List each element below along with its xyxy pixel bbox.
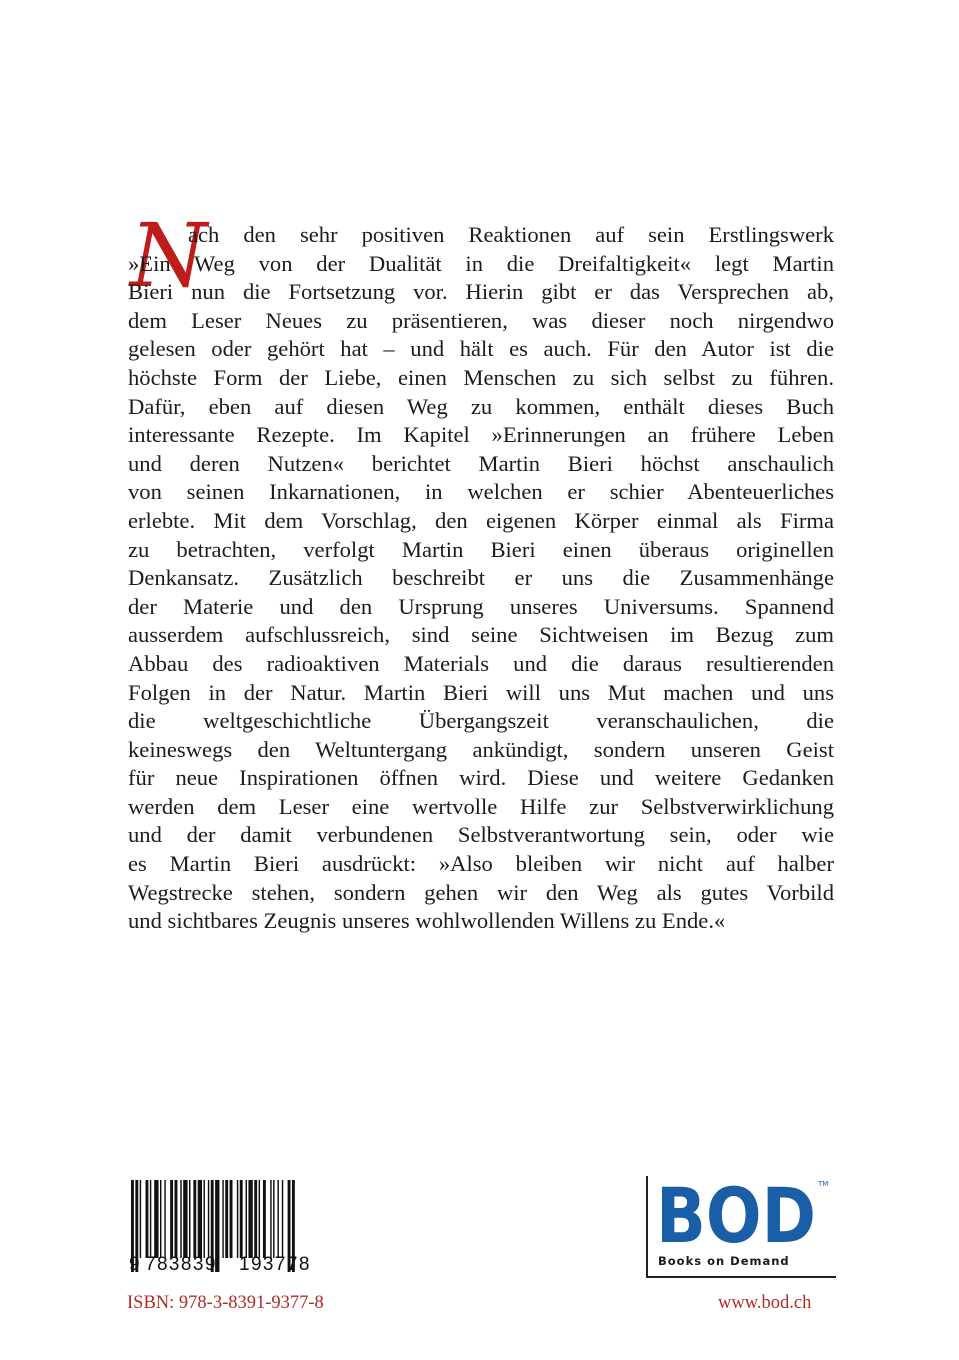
blurb-line: es Martin Bieri ausdrückt: »Also bleiben wir nicht auf halber <box>128 851 834 877</box>
blurb-line: und der damit verbundenen Selbstverantwortung sein, oder wie <box>128 822 834 848</box>
barcode-digit-group: 783839 <box>145 1254 217 1275</box>
barcode-bar <box>146 1180 149 1258</box>
barcode-bar <box>164 1180 165 1258</box>
barcode-bar <box>282 1180 283 1258</box>
drop-cap-letter: N <box>130 204 207 307</box>
barcode-bar <box>248 1180 252 1258</box>
blurb-line: zu betrachten, verfolgt Martin Bieri einen überaus originellen <box>128 536 834 562</box>
isbn-number: ISBN: 978-3-8391-9377-8 <box>127 1293 324 1313</box>
blurb-line: Folgen in der Natur. Martin Bieri will uns Mut machen und uns <box>128 679 834 705</box>
barcode-bar <box>237 1180 238 1258</box>
barcode-digit-group: 9 <box>129 1254 140 1275</box>
blurb-line: und deren Nutzen« berichtet Martin Bieri höchst anschaulich <box>128 450 834 476</box>
blurb-line: Abbau des radioaktiven Materials und die daraus resultierenden <box>128 650 834 676</box>
blurb-line: von seinen Inkarnationen, in welchen er schier Abenteuerliches <box>128 479 834 505</box>
blurb-line: ach den sehr positiven Reaktionen auf sein Erstlingswerk <box>188 222 834 247</box>
bod-logo-mark <box>656 1180 816 1248</box>
barcode-bar <box>230 1180 233 1258</box>
barcode-bar <box>183 1180 187 1258</box>
barcode-digit-group: 193778 <box>239 1254 311 1275</box>
barcode-bar <box>240 1180 243 1258</box>
blurb-line: keineswegs den Weltuntergang ankündigt, sondern unseren Geist <box>128 736 834 762</box>
barcode-bar <box>170 1180 173 1258</box>
back-cover-blurb <box>128 221 834 936</box>
barcode-bar <box>254 1180 257 1258</box>
blurb-line: Denkansatz. Zusätzlich beschreibt er uns die Zusammenhänge <box>128 565 834 591</box>
blurb-line: für neue Inspirationen öffnen wird. Diese und weitere Gedanken <box>128 765 834 791</box>
barcode-bar <box>193 1180 196 1258</box>
barcode-bar <box>189 1180 190 1258</box>
barcode-bar <box>263 1180 266 1258</box>
blurb-line: dem Leser Neues zu präsentieren, was dieser noch nirgendwo <box>128 307 834 333</box>
blurb-line: Wegstrecke stehen, sondern gehen wir den Weg als gutes Vorbild <box>128 879 834 905</box>
blurb-line: die weltgeschichtliche Übergangszeit veranschaulichen, die <box>128 708 834 734</box>
blurb-line: werden dem Leser eine wertvolle Hilfe zur Selbstverwirklichung <box>128 793 834 819</box>
blurb-line: interessante Rezepte. Im Kapitel »Erinnerungen an frühere Leben <box>128 422 834 448</box>
barcode-bar <box>150 1180 151 1258</box>
blurb-line: der Materie und den Ursprung unseres Universums. Spannend <box>128 593 834 619</box>
barcode-bar <box>225 1180 228 1258</box>
blurb-line: höchste Form der Liebe, einen Menschen zu sich selbst zu führen. <box>128 364 834 390</box>
barcode-bar <box>259 1180 260 1258</box>
barcode-bar <box>140 1180 141 1258</box>
bod-logo <box>646 1176 836 1278</box>
barcode-bar <box>204 1180 205 1258</box>
blurb-line: ausserdem aufschlussreich, sind seine Sichtweisen im Bezug zum <box>128 622 834 648</box>
barcode-bar <box>246 1180 247 1258</box>
blurb-line: gelesen oder gehört hat – und hält es auch. Für den Autor ist die <box>128 336 834 362</box>
barcode-bar <box>160 1180 161 1258</box>
publisher-url: www.bod.ch <box>718 1293 812 1313</box>
bod-tagline: Books on Demand <box>658 1254 790 1268</box>
blurb-line: »Ein Weg von der Dualität in die Dreifaltigkeit« legt Martin <box>128 250 834 276</box>
bod-logo-letters: BOD <box>656 1180 816 1248</box>
barcode-bar <box>222 1180 223 1258</box>
blurb-line: Dafür, eben auf diesen Weg zu kommen, enthält dieses Buch <box>128 393 834 419</box>
barcode-bar <box>198 1180 202 1258</box>
barcode-bar <box>180 1180 181 1258</box>
blurb-line: Bieri nun die Fortsetzung vor. Hierin gibt er das Versprechen ab, <box>128 279 834 305</box>
barcode-bar <box>175 1180 178 1258</box>
barcode-bar <box>154 1180 158 1258</box>
barcode-bar <box>273 1180 274 1258</box>
barcode-bar <box>270 1180 271 1258</box>
barcode-bar <box>208 1180 209 1258</box>
barcode-bar <box>277 1180 278 1258</box>
blurb-line: und sichtbares Zeugnis unseres wohlwollenden Willens zu Ende.« <box>128 908 726 934</box>
trademark-symbol: TM <box>818 1180 829 1188</box>
blurb-line: erlebte. Mit dem Vorschlag, den eigenen Körper einmal als Firma <box>128 507 834 533</box>
